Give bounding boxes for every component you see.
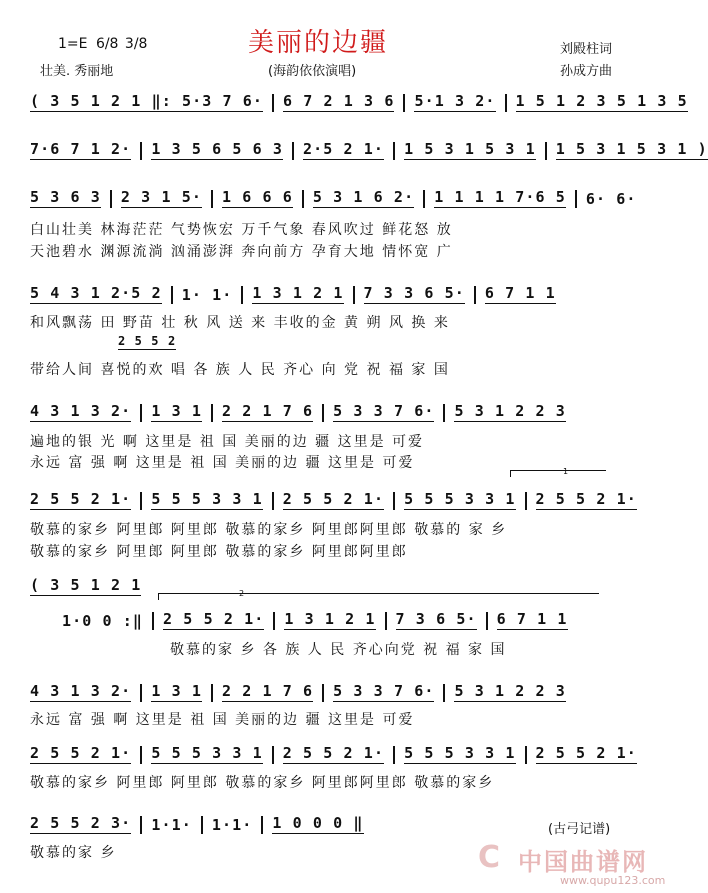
measure: 2 2 1 7 6	[221, 402, 314, 420]
measure: 1 3 1	[151, 682, 202, 700]
measure: 5 5 5 3 3 1	[404, 744, 516, 762]
time-signature-1: 6/8	[95, 36, 119, 52]
song-title: 美丽的边疆	[248, 28, 389, 58]
measure: 1 5 3 1 5 3 1 )	[555, 140, 708, 158]
measure: 2 5 5 2 1·	[282, 744, 385, 762]
measure: 5 3 1 6 2·	[312, 188, 415, 206]
measure: 2 5 5 2 1·	[535, 744, 637, 762]
lyrics-line: 敬慕的家 乡 各 族 人 民 齐心向党 祝 福 家 国	[170, 642, 507, 658]
measure: 1·1·	[151, 816, 192, 834]
notation-row-6	[30, 402, 566, 422]
lyrics-line: 永远 富 强 啊 这里是 祖 国 美丽的边 疆 这里是 可爱	[30, 712, 415, 728]
measure: ( 3 5 1 2 1 ‖: 5·3 7 6·	[30, 92, 264, 110]
measure: 5 3 3 7 6·	[333, 682, 435, 700]
lyrics-line: 天池碧水 渊源流淌 汹涌澎湃 奔向前方 孕育大地 情怀宽 广	[30, 244, 453, 260]
time-signature-2: 3/8	[124, 36, 148, 52]
watermark-site-name: 中国曲谱网	[518, 848, 648, 876]
performer: (海韵依依演唱)	[268, 64, 357, 79]
notation-row-12	[30, 814, 364, 834]
volta-bracket-1: 1	[510, 470, 606, 477]
notation-row-11	[30, 744, 637, 764]
notation-row-2	[30, 140, 708, 160]
site-logo-icon: C	[478, 840, 501, 875]
measure: 5 5 5 3 3 1	[404, 490, 516, 508]
measure: 7·6 7 1 2·	[30, 140, 132, 158]
measure: 2 5 5 2 1·	[30, 490, 132, 508]
lyrics-line: 敬慕的家乡 阿里郎 阿里郎 敬慕的家乡 阿里郎阿里郎 敬慕的家乡	[30, 775, 495, 791]
measure: 2 5 5 2 1·	[282, 490, 385, 508]
measure: 1 3 1	[151, 402, 202, 420]
lyrics-line: 遍地的银 光 啊 这里是 祖 国 美丽的边 疆 这里是 可爱	[30, 434, 425, 450]
lyrics-line: 和风飘荡 田 野苗 壮 秋 风 送 来 丰收的金 黄 朔 风 换 来	[30, 315, 450, 331]
measure: 5 5 5 3 3 1	[151, 490, 263, 508]
measure: 1·0 0 :‖	[62, 612, 144, 630]
measure: 5 3 1 2 2 3	[454, 682, 566, 700]
lyrics-line: 带给人间 喜悦的欢 唱 各 族 人 民 齐心 向 党 祝 福 家 国	[30, 362, 450, 378]
notation-row-4	[30, 284, 556, 304]
measure: 1 0 0 0 ‖	[272, 814, 364, 832]
notation-row-9	[62, 610, 568, 630]
measure: 7 3 3 6 5·	[363, 284, 465, 302]
measure: 1 3 1 2 1	[252, 284, 344, 302]
measure: 1 5 3 1 5 3 1	[404, 140, 536, 158]
measure: 2 5 5 2	[118, 334, 177, 348]
measure: 2 5 5 2 3·	[30, 814, 132, 832]
notation-row-10	[30, 682, 566, 702]
style-marking: 壮美. 秀丽地	[40, 64, 114, 79]
measure: 1 6 6 6	[221, 188, 293, 206]
measure: 6 7 1 1	[484, 284, 556, 302]
measure: 5 3 6 3	[30, 188, 101, 206]
lyrics-line: 永远 富 强 啊 这里是 祖 国 美丽的边 疆 这里是 可爱	[30, 455, 415, 471]
measure: 5 3 1 2 2 3	[454, 402, 566, 420]
measure: 5 5 5 3 3 1	[151, 744, 263, 762]
measure: 2 2 1 7 6	[221, 682, 314, 700]
measure: 6 7 2 1 3 6	[283, 92, 395, 110]
measure: 4 3 1 3 2·	[30, 402, 132, 420]
measure: 6 7 1 1	[496, 610, 568, 628]
notation-row-3	[30, 188, 637, 208]
measure: 4 3 1 3 2·	[30, 682, 132, 700]
notation-credit: (古弓记谱)	[548, 822, 611, 837]
key-signature: 1=E 6/8 3/8	[58, 36, 148, 52]
measure: 2 3 1 5·	[120, 188, 202, 206]
measure: 2 5 5 2 1·	[30, 744, 132, 762]
measure: 1· 1·	[181, 286, 233, 304]
measure: 1 5 1 2 3 5 1 3 5	[515, 92, 688, 110]
composer: 孙成方曲	[560, 64, 613, 79]
measure: 1 3 1 2 1	[284, 610, 376, 628]
measure: 5 3 3 7 6·	[333, 402, 435, 420]
measure: 6· 6·	[585, 190, 637, 208]
notation-row-7	[30, 490, 637, 510]
volta-bracket-2: 2	[158, 593, 599, 600]
lyrics-line: 敬慕的家乡 阿里郎 阿里郎 敬慕的家乡 阿里郎阿里郎 敬慕的 家 乡	[30, 522, 508, 538]
lyrics-line: 敬慕的家 乡	[30, 845, 117, 861]
measure: 7 3 6 5·	[395, 610, 477, 628]
watermark-url: www.qupu123.com	[560, 874, 666, 887]
measure: 2 5 5 2 1·	[163, 610, 265, 628]
measure: ( 3 5 1 2 1	[30, 576, 142, 594]
measure: 5 4 3 1 2·5 2	[30, 284, 162, 302]
measure: 1 1 1 1 7·6 5	[434, 188, 566, 206]
measure: 1·1·	[211, 816, 253, 834]
measure: 5·1 3 2·	[414, 92, 496, 110]
notation-row-1	[30, 92, 688, 112]
lyrics-line: 白山壮美 林海茫茫 气势恢宏 万千气象 春风吹过 鲜花怒 放	[30, 222, 453, 238]
measure: 2 5 5 2 1·	[535, 490, 637, 508]
measure: 1 3 5 6 5 6 3	[151, 140, 284, 158]
lyricist: 刘殿柱词	[560, 42, 613, 57]
notation-row-8	[30, 576, 141, 596]
alternate-notes	[118, 334, 176, 350]
lyrics-line: 敬慕的家乡 阿里郎 阿里郎 敬慕的家乡 阿里郎阿里郎	[30, 544, 408, 560]
measure: 2·5 2 1·	[303, 140, 385, 158]
